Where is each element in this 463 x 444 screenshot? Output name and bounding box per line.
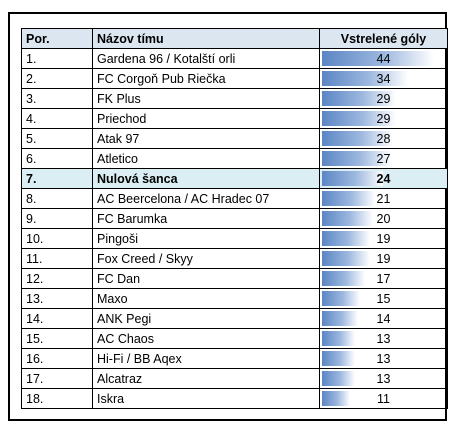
cell-team: FC Barumka bbox=[93, 209, 320, 229]
cell-goals bbox=[320, 309, 448, 329]
goals-value: 44 bbox=[376, 51, 391, 66]
cell-goals bbox=[320, 209, 448, 229]
cell-goals bbox=[320, 189, 448, 209]
cell-goals bbox=[320, 269, 448, 289]
cell-rank: 13. bbox=[22, 289, 93, 309]
table-row bbox=[22, 229, 448, 249]
table-row bbox=[22, 169, 448, 189]
goals-value: 19 bbox=[376, 251, 391, 266]
goals-value: 27 bbox=[376, 151, 391, 166]
cell-team: Alcatraz bbox=[93, 369, 320, 389]
cell-team: Iskra bbox=[93, 389, 320, 409]
cell-rank: 4. bbox=[22, 109, 93, 129]
cell-goals bbox=[320, 289, 448, 309]
cell-rank: 16. bbox=[22, 349, 93, 369]
cell-rank: 11. bbox=[22, 249, 93, 269]
table-row bbox=[22, 369, 448, 389]
goals-value: 13 bbox=[376, 371, 391, 386]
cell-goals bbox=[320, 109, 448, 129]
cell-goals bbox=[320, 89, 448, 109]
cell-goals bbox=[320, 149, 448, 169]
cell-rank: 5. bbox=[22, 129, 93, 149]
table-row bbox=[22, 149, 448, 169]
table-row bbox=[22, 349, 448, 369]
cell-goals bbox=[320, 249, 448, 269]
cell-rank: 15. bbox=[22, 329, 93, 349]
table-row bbox=[22, 389, 448, 409]
goals-value: 15 bbox=[376, 291, 391, 306]
cell-goals bbox=[320, 349, 448, 369]
goals-value: 13 bbox=[376, 351, 391, 366]
header-goals: Vstrelené góly bbox=[320, 29, 448, 49]
goals-value: 20 bbox=[376, 211, 391, 226]
cell-team: Fox Creed / Skyy bbox=[93, 249, 320, 269]
goals-value: 14 bbox=[376, 311, 391, 326]
cell-team: Maxo bbox=[93, 289, 320, 309]
table-body bbox=[22, 49, 448, 409]
cell-rank: 6. bbox=[22, 149, 93, 169]
cell-team: Priechod bbox=[93, 109, 320, 129]
cell-rank: 18. bbox=[22, 389, 93, 409]
goals-value: 11 bbox=[377, 391, 390, 406]
table-row bbox=[22, 129, 448, 149]
goals-table bbox=[21, 28, 448, 409]
goals-value: 24 bbox=[376, 171, 391, 186]
goals-value: 21 bbox=[376, 191, 391, 206]
cell-goals bbox=[320, 129, 448, 149]
table-row bbox=[22, 189, 448, 209]
table-row bbox=[22, 309, 448, 329]
table-row bbox=[22, 289, 448, 309]
cell-goals bbox=[320, 69, 448, 89]
cell-rank: 8. bbox=[22, 189, 93, 209]
table-row bbox=[22, 69, 448, 89]
table-row bbox=[22, 269, 448, 289]
cell-team: FC Corgoň Pub Riečka bbox=[93, 69, 320, 89]
cell-team: FC Dan bbox=[93, 269, 320, 289]
table-row bbox=[22, 329, 448, 349]
cell-goals bbox=[320, 169, 448, 189]
goals-value: 17 bbox=[376, 271, 391, 286]
table-row bbox=[22, 209, 448, 229]
cell-rank: 1. bbox=[22, 49, 93, 69]
cell-team: Nulová šanca bbox=[93, 169, 320, 189]
header-team: Názov tímu bbox=[93, 29, 320, 49]
table-row bbox=[22, 249, 448, 269]
goals-value: 19 bbox=[376, 231, 391, 246]
goals-value: 29 bbox=[376, 91, 391, 106]
cell-rank: 10. bbox=[22, 229, 93, 249]
table-row bbox=[22, 49, 448, 69]
cell-team: ANK Pegi bbox=[93, 309, 320, 329]
cell-goals bbox=[320, 369, 448, 389]
goals-value: 29 bbox=[376, 111, 391, 126]
table-row bbox=[22, 109, 448, 129]
cell-team: AC Beercelona / AC Hradec 07 bbox=[93, 189, 320, 209]
cell-goals bbox=[320, 329, 448, 349]
cell-team: Hi-Fi / BB Aqex bbox=[93, 349, 320, 369]
cell-team: Atletico bbox=[93, 149, 320, 169]
cell-rank: 3. bbox=[22, 89, 93, 109]
cell-team: Gardena 96 / Kotalští orli bbox=[93, 49, 320, 69]
cell-rank: 2. bbox=[22, 69, 93, 89]
goals-value: 28 bbox=[376, 131, 391, 146]
cell-rank: 17. bbox=[22, 369, 93, 389]
cell-rank: 9. bbox=[22, 209, 93, 229]
cell-rank: 7. bbox=[22, 169, 93, 189]
cell-team: AC Chaos bbox=[93, 329, 320, 349]
cell-goals bbox=[320, 389, 448, 409]
cell-rank: 12. bbox=[22, 269, 93, 289]
cell-goals bbox=[320, 49, 448, 69]
cell-team: FK Plus bbox=[93, 89, 320, 109]
cell-rank: 14. bbox=[22, 309, 93, 329]
cell-goals bbox=[320, 229, 448, 249]
goals-value: 34 bbox=[376, 71, 391, 86]
header-row bbox=[22, 29, 448, 49]
table-row bbox=[22, 89, 448, 109]
cell-team: Pingoši bbox=[93, 229, 320, 249]
goals-value: 13 bbox=[376, 331, 391, 346]
header-rank: Por. bbox=[22, 29, 93, 49]
cell-team: Atak 97 bbox=[93, 129, 320, 149]
